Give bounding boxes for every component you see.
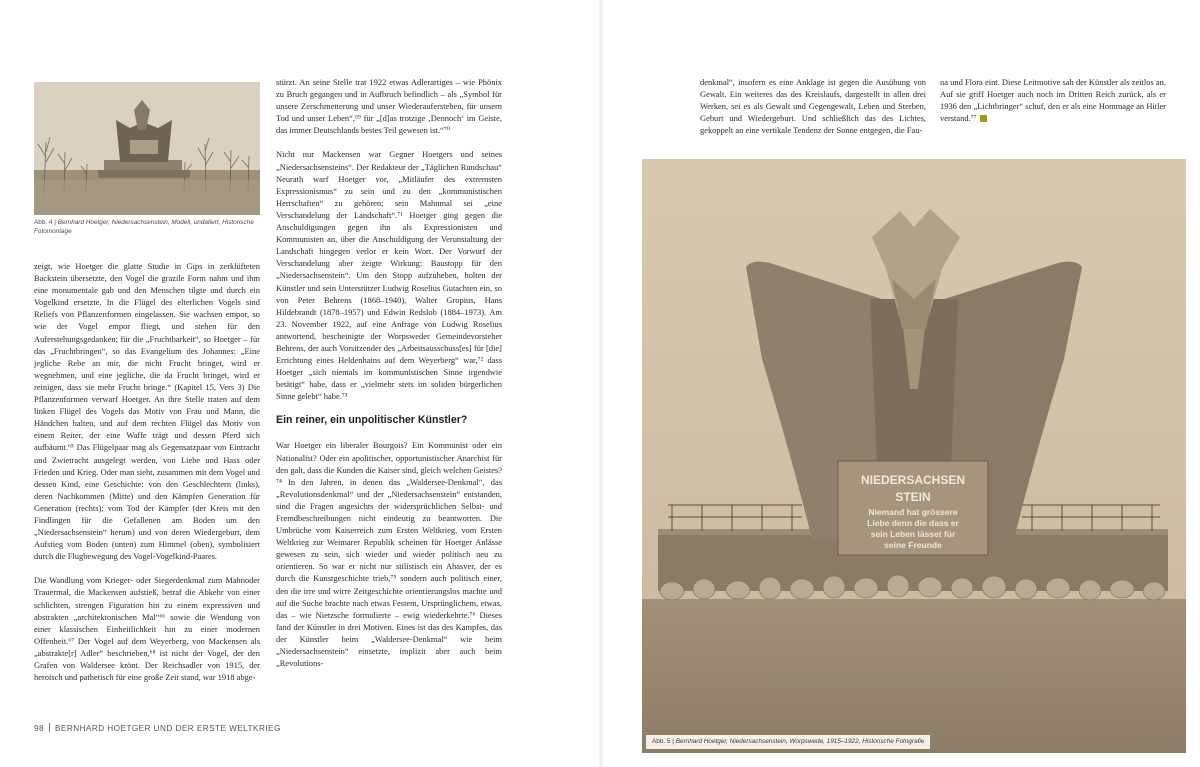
figure-5-photo (642, 159, 1186, 753)
text-column-1 (34, 260, 260, 683)
running-title: BERNHARD HOETGER UND DER ERSTE WELTKRIEG (55, 724, 281, 733)
inscription-line: sein Leben lässet für (870, 529, 956, 539)
figure-4-caption-label: Abb. 4 | (34, 219, 56, 226)
figure-5-caption (646, 735, 930, 749)
paragraph-text: na und Flora eint. Diese Leitmotive sah der Künstler als zeitlos an. Auf sie griff Hoetger auch noch im Dritten Reich zurück, als er 1936 den „Lichtbringer“ schuf, den er als eine Hommage an Hitler verstand.⁷⁷ (940, 77, 1166, 124)
figure-4-photo (34, 82, 260, 215)
inscription-line: seine Freunde (884, 540, 942, 550)
paragraph: Nicht nur Mackensen war Gegner Hoetgers und seines „Niedersachsensteins“. Der Redakteur der „Täglichen Rundschau“ Neurath warf Hoetger vor, „Mitläufer des extremsten Expressionismus“ zu sein und zu den „kommunistischen Herrschaften“ zu gehören; sein Mahnmal sei „eine Verschandelung der Landschaft“.⁷¹ Hoetger ging gegen die Anschuldigungen gegen ihn als Expressionisten und Kommunisten an, über die Anschuldigung der Verunstaltung der Landschaft hingegen verlor er kein Wort. Der Vorwurf der Verschandelung aber zeigte Wirkung: Baustopp für den „Niedersachsenstein“. Um den Stopp aufzuheben, holten der Künstler und sein Unterstützer Ludwig Roselius Gutachten ein, so von Peter Behrens (1868–1940), Walter Gropius, Hans Hildebrandt (1878–1957) und Edwin Redslob (1884–1973). Am 23. November 1922, auf eine Anfrage von Ludwig Roselius antwortend, bescheinigte der Worpsweder Gemeindevorsteher Behrens, der auch Vorsitzender des „Arbeitsausschuss[es] für [die] Errichtung eines Heldenhains auf dem Weyerberg“ war,⁷² dass Hoetger „sich niemals im kommunistischen Sinne irgendwie betätigt“ habe, dass er „vielmehr stets im soliden bürgerlichen Sinne gelebt“ habe.⁷³ (276, 149, 502, 402)
figure-5-caption-text: Bernhard Hoetger, Niedersachsenstein, Worpswede, 1915–1922, Historische Fotografie (675, 738, 925, 745)
page-number: 98 (34, 724, 45, 733)
inscription-line: Niemand hat grössere (868, 507, 958, 517)
inscription-line: NIEDERSACHSEN (860, 473, 966, 487)
paragraph: Die Wandlung vom Krieger- oder Siegerdenkmal zum Mahnoder Trauermal, die Mackensen aufstieß, betraf die Abkehr von einer schlichten, strengen Figuration hin zu einem expressiven und abstrakten „architektonischen Mal“⁶⁶ sowie die Wendung von einer klassischen Einheitlichkeit hin zu einer modernen Offenheit.⁶⁷ Der Vogel auf dem Weyerberg, von Mackensen als „abstrakte[r] Adler“ beschrieben,⁶⁸ ist nicht der Vogel, der den Grafen von Waldersee krönt. Der Reichsadler von 1915, der heroisch und pathetisch für eine große Zeit stand, war 1918 abge- (34, 575, 260, 683)
section-heading: Ein reiner, ein unpolitischer Künstler? (276, 414, 468, 427)
page-gutter (598, 0, 604, 767)
text-column-3 (700, 76, 926, 136)
page-footer (34, 723, 281, 733)
paragraph: denkmal“, insofern es eine Anklage ist gegen die Ausübung von Gewalt. Ein weiteres das des Kreislaufs, dargestellt in allen drei Werken, sei es als Gewalt und Gegengewalt, Leben und Sterben, Geburt und Wiedergeburt. Und schließlich das des Lichtes, gekoppelt an eine vertikale Tendenz der Sonne entgegen, die Fau- (700, 77, 926, 136)
paragraph: zeigt, wie Hoetger die glatte Studie in Gips in zerklüfteten Backstein übersetzte, den Vogel die grazile Form nahm und ihm eine monumentale gab und den Menschen tilgte und durch ein Vogelkind ersetzte. In die Flügel des elterlichen Vogels sind Reliefs von Pflanzenformen eingelassen. Sie wachsen empor, so wie der Vogel empor fliegt, und stehen für den Auferstehungsgedanken; für die „Fruchtbarkeit“, so Hoetger – für das „Fruchtbringen“, so das Evangelium des Johannes: „Eine jegliche Rebe an mir, die nicht Frucht bringet, wird er wegnehmen, und eine jegliche, die da Frucht bringet, wird er reinigen, dass sie mehr Frucht bringe.“ (Kapitel 15, Vers 3) Die Pflanzenformen verwarf Hoetger. An ihre Stelle traten auf dem linken Flügel des Vogels das Motiv von Frau und Mann, die Händchen halten, und auf dem rechten Flügel das Motiv von einem Reiter, der eine Waffe trägt und dessen Pferd sich aufbäumt.⁶⁵ Das Flügelpaar mag als Gegensatzpaar von Eintracht und Zwietracht ausgelegt werden, von Liebe und Hass oder Frieden und Krieg. Oder man sieht, zusammen mit dem Vogel und dessen Kind, eine Geschichte: von den Geschlechtern (links), deren Nachkommen (Mitte) und den Kämpfen Generation für Generation (rechts); vom Tod der Kämpfer (der Kreis mit den Findlingen für die Gefallenen am Boden um den „Niedersachsenstein“ herum) und von deren Wiedergeburt, dem Aufstieg vom Boden (unten) zum Himmel (oben), symbolisiert durch die Flugbewegung des Vogel-Vogelkind-Paares. (34, 261, 260, 562)
figure-4-caption-text: Bernhard Hoetger, Niedersachsenstein, Modell, undatiert, Historische Fotomontage (34, 219, 254, 235)
footer-separator (49, 723, 50, 732)
text-column-2 (276, 76, 502, 669)
paragraph: War Hoetger ein liberaler Bourgois? Ein Kommunist oder ein Nationalist? Oder ein apolitischer, opportunistischer Anarchist für den galt, dass die Kunden die Kaiser sind, gleich welchen Geistes?⁷⁴ In den Jahren, in denen das „Waldersee-Denkmal“, das „Revolutionsdenkmal“ und der „Niedersachsenstein“ entstanden, sind die Fragen angesichts der widersprüchlichen Selbst- und Fremdbeschreibungen nicht eindeutig zu beantworten. Die Umbrüche vom Kaiserreich zum Ersten Weltkrieg, vom Ersten Weltkrieg zur Weimarer Republik scheinen für Hoetger Anlässe gewesen zu sein, sich wieder und wieder politisch neu zu orientieren. So war er nicht nur stilistisch ein Ahasver, der es durch die Kunstgeschichte trieb,⁷⁵ sondern auch politisch einer, den die irre und wirre Zeitgeschichte orientierungslos machte und auf die Suche brachte nach etwas Festem, Ursprünglichem, etwas, das – wie Nietzsche formulierte – ewig wiederkehrte.⁷⁶ Dieses fand der Künstler in drei Motiven. Eines ist das des Kampfes, das der Künstler beim „Waldersee-Denkmal“ wie beim „Niedersachsenstein“ einsetzte, implizit aber auch beim „Revolutions- (276, 440, 502, 669)
niedersachsenstein-model-image (34, 82, 260, 215)
paragraph: stürzt. An seine Stelle trat 1922 etwas Adlerartiges – wie Phönix zu Bruch gegangen und in Aufbruch befindlich – als „Symbol für unsere Zerschmetterung und unser Wiederauferstehen, für unsern Tod und unser Leben“,⁶⁹ für „[d]as trotzige ‚Dennoch‘ im Geiste, das immer Deutschlands bestes Teil gewesen ist.“⁷⁰ (276, 77, 502, 136)
text-column-4 (940, 76, 1166, 124)
paragraph (940, 76, 1166, 124)
niedersachsenstein-photo-image (642, 159, 1186, 753)
figure-4-caption (34, 219, 260, 236)
inscription-line: STEIN (895, 490, 931, 504)
figure-5-caption-label: Abb. 5 | (652, 738, 674, 745)
inscription-line: Liebe denn die dass er (867, 518, 959, 528)
end-of-chapter-mark (980, 115, 987, 122)
